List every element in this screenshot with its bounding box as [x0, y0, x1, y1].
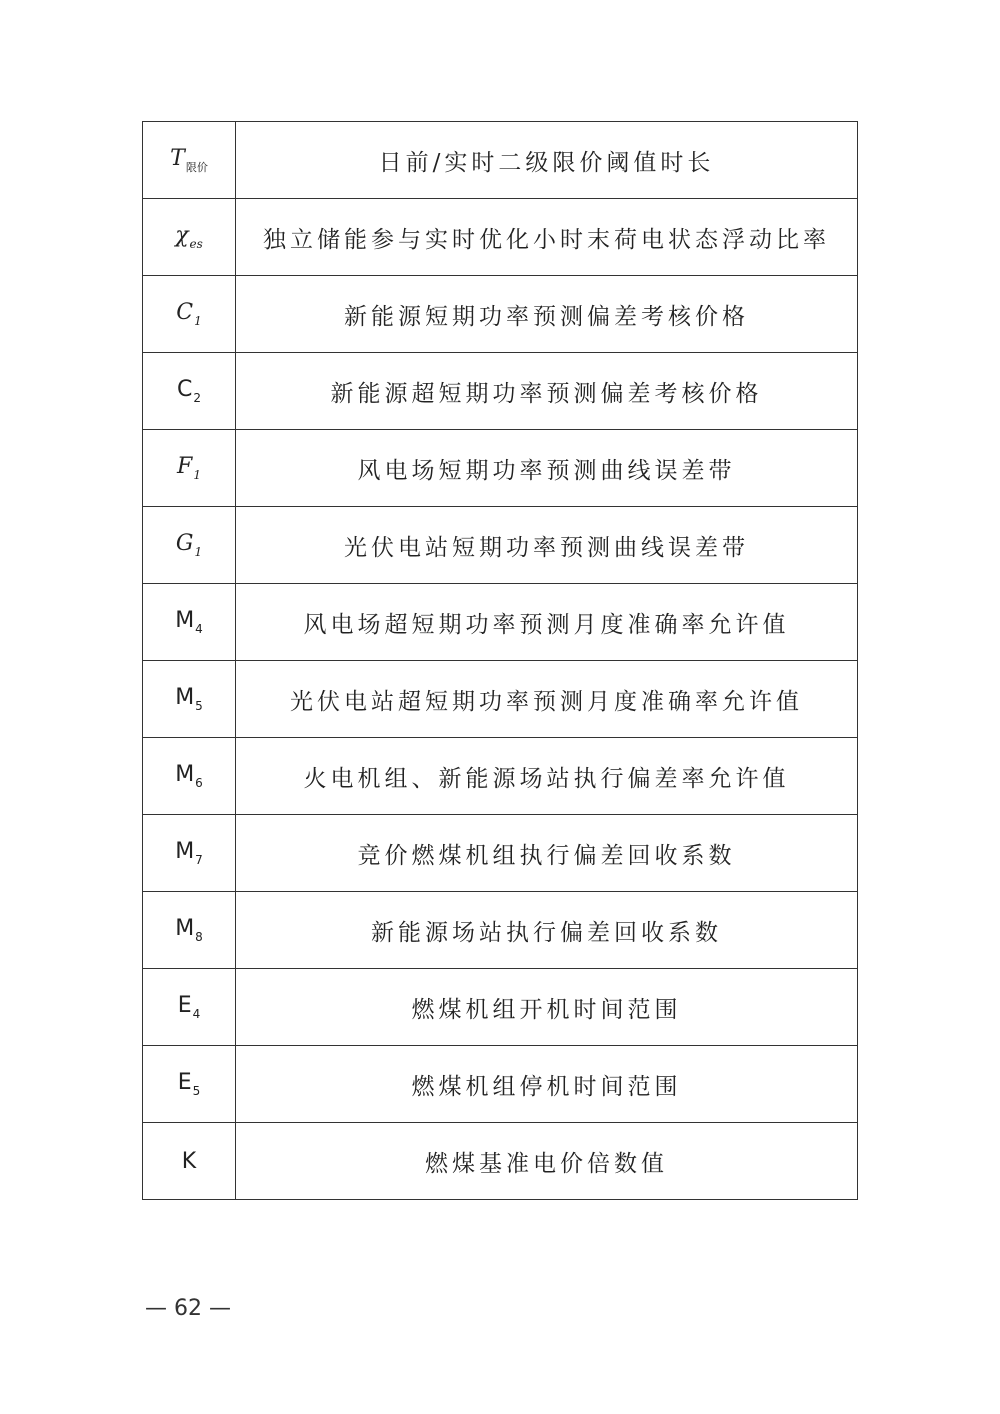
symbol-subscript: 8	[195, 930, 203, 944]
symbol-main: E	[177, 993, 192, 1018]
symbol-cell	[143, 969, 236, 1046]
symbol-subscript: 限价	[185, 160, 208, 174]
description-cell: 光伏电站短期功率预测曲线误差带	[236, 507, 858, 584]
description-cell: 新能源超短期功率预测偏差考核价格	[236, 353, 858, 430]
table-row	[143, 199, 858, 276]
symbol-main: T	[170, 145, 185, 171]
table-row	[143, 1046, 858, 1123]
symbol-main: M	[175, 608, 195, 633]
symbol-main: F	[177, 454, 193, 479]
symbol-main: M	[175, 762, 195, 787]
parameter-table	[142, 121, 858, 1200]
symbol-subscript: 6	[195, 776, 203, 790]
symbol-subscript: 1	[193, 468, 201, 482]
symbol-subscript: 5	[192, 1084, 201, 1098]
symbol-main: C	[176, 300, 194, 325]
table-row	[143, 122, 858, 199]
table-row	[143, 1123, 858, 1200]
description-cell: 日前/实时二级限价阈值时长	[236, 122, 858, 199]
symbol-main: χ	[175, 223, 189, 248]
symbol-cell	[143, 276, 236, 353]
description-cell: 风电场短期功率预测曲线误差带	[236, 430, 858, 507]
symbol-cell	[143, 199, 236, 276]
page-number: — 62 —	[145, 1296, 231, 1321]
description-cell: 光伏电站超短期功率预测月度准确率允许值	[236, 661, 858, 738]
table-row	[143, 969, 858, 1046]
symbol-subscript: 7	[195, 853, 203, 867]
symbol-main: C	[176, 377, 193, 402]
table-row	[143, 430, 858, 507]
symbol-cell	[143, 738, 236, 815]
symbol-main: M	[175, 916, 195, 941]
symbol-cell	[143, 584, 236, 661]
symbol-main: E	[177, 1070, 192, 1095]
symbol-subscript: 1	[194, 545, 203, 559]
table-row	[143, 815, 858, 892]
symbol-cell	[143, 815, 236, 892]
symbol-cell	[143, 353, 236, 430]
table-row	[143, 584, 858, 661]
table-row	[143, 353, 858, 430]
symbol-cell	[143, 430, 236, 507]
symbol-main: M	[175, 839, 195, 864]
description-cell: 新能源短期功率预测偏差考核价格	[236, 276, 858, 353]
description-cell: 火电机组、新能源场站执行偏差率允许值	[236, 738, 858, 815]
description-cell: 燃煤基准电价倍数值	[236, 1123, 858, 1200]
symbol-subscript: 4	[192, 1007, 201, 1021]
table-row	[143, 661, 858, 738]
symbol-subscript: es	[189, 237, 203, 251]
symbol-cell	[143, 892, 236, 969]
symbol-cell	[143, 507, 236, 584]
description-cell: 新能源场站执行偏差回收系数	[236, 892, 858, 969]
description-cell: 独立储能参与实时优化小时末荷电状态浮动比率	[236, 199, 858, 276]
symbol-main: G	[175, 531, 194, 556]
table-row	[143, 507, 858, 584]
description-cell: 燃煤机组开机时间范围	[236, 969, 858, 1046]
symbol-subscript: 5	[195, 699, 203, 713]
table-row	[143, 738, 858, 815]
symbol-subscript: 2	[193, 391, 201, 405]
description-cell: 竞价燃煤机组执行偏差回收系数	[236, 815, 858, 892]
symbol-main: K	[181, 1148, 197, 1174]
table-row	[143, 892, 858, 969]
symbol-cell	[143, 661, 236, 738]
symbol-subscript: 4	[195, 622, 203, 636]
description-cell: 燃煤机组停机时间范围	[236, 1046, 858, 1123]
symbol-main: M	[175, 685, 195, 710]
table-row	[143, 276, 858, 353]
symbol-cell	[143, 122, 236, 199]
symbol-cell	[143, 1123, 236, 1200]
symbol-subscript: 1	[194, 314, 202, 328]
parameter-table-body	[143, 122, 858, 1200]
symbol-cell	[143, 1046, 236, 1123]
description-cell: 风电场超短期功率预测月度准确率允许值	[236, 584, 858, 661]
